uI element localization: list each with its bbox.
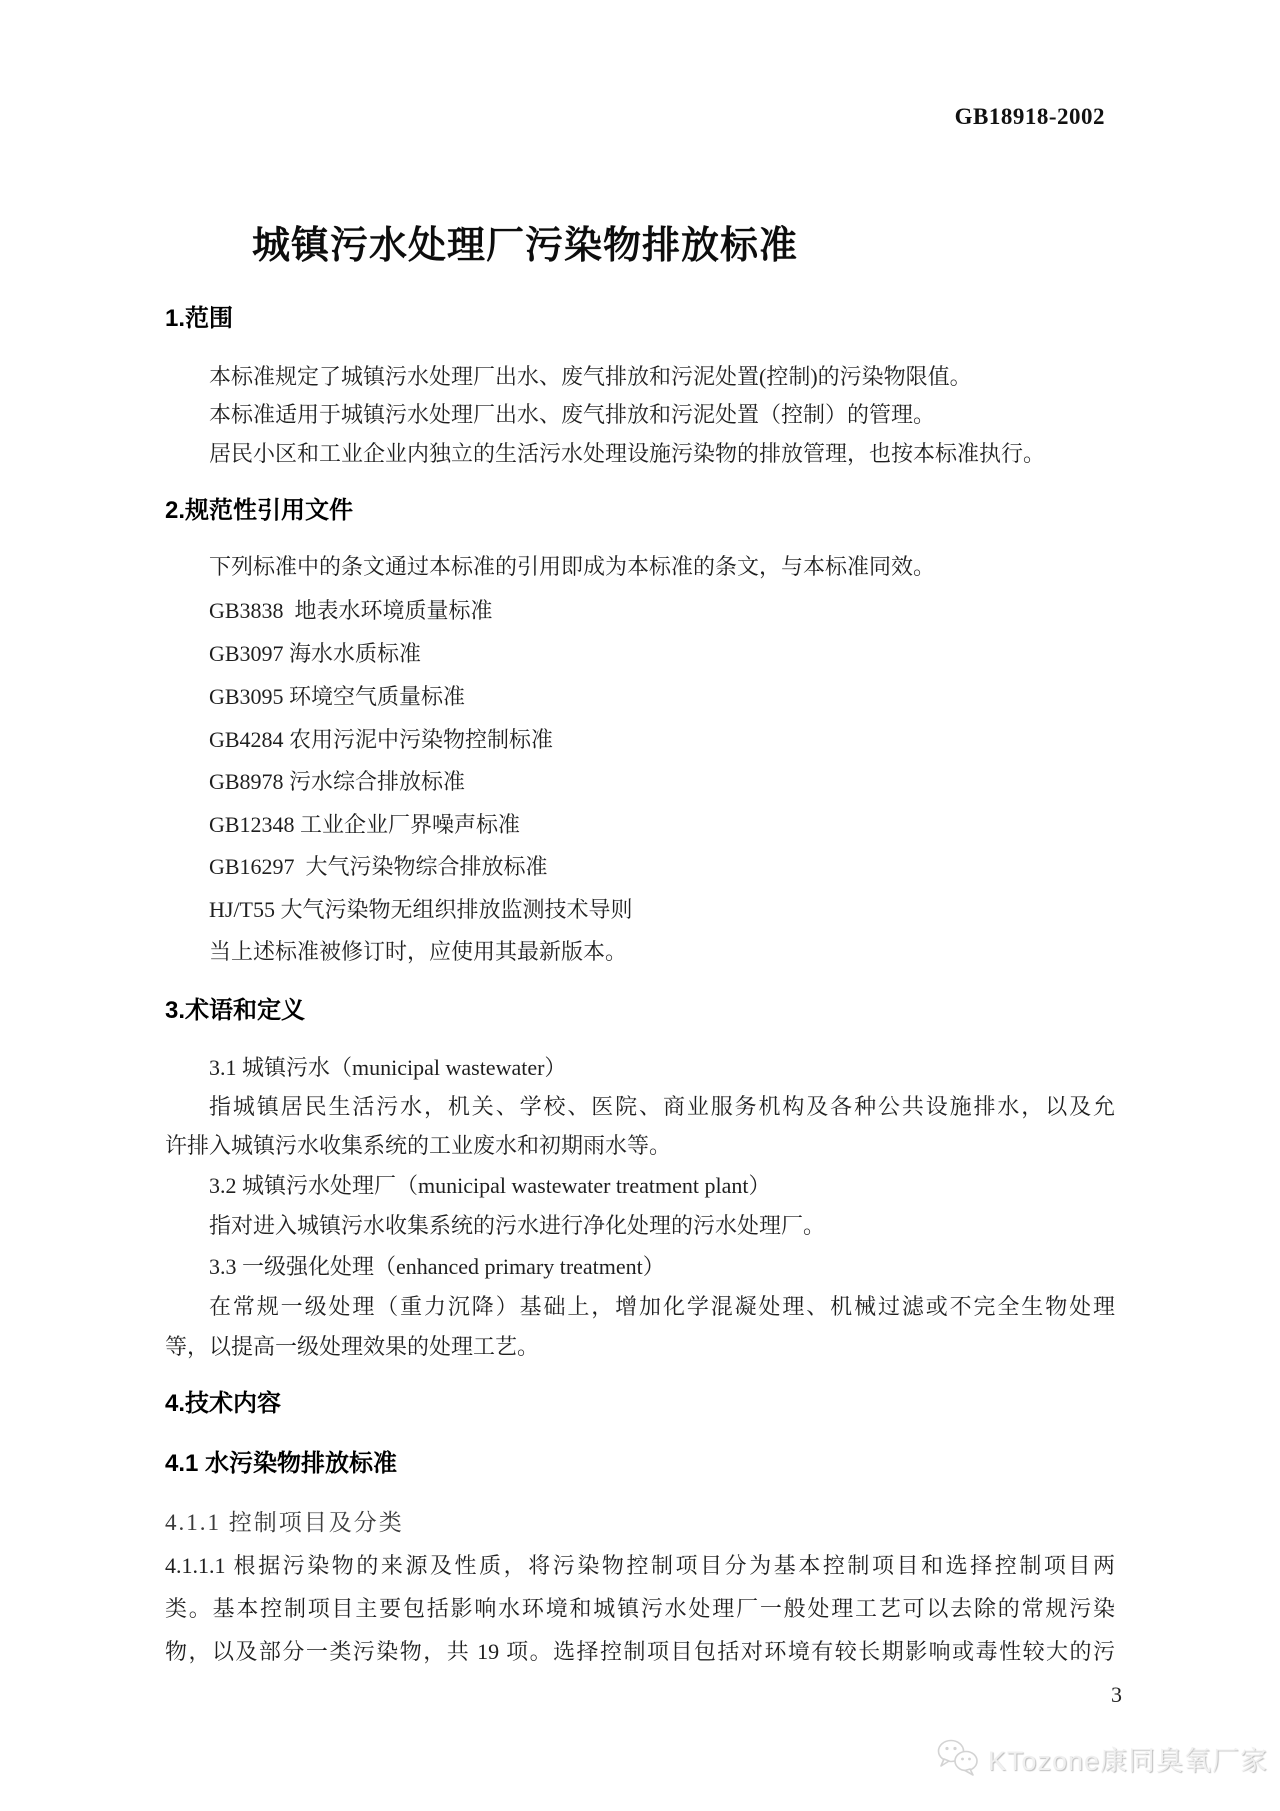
reference-item: GB8978 污水综合排放标准 xyxy=(209,769,466,794)
term-3-1: 3.1 城镇污水（municipal wastewater） xyxy=(209,1055,567,1080)
section-4-1-1-heading: 4.1.1 控制项目及分类 xyxy=(165,1510,404,1535)
section-4-heading: 4.技术内容 xyxy=(165,1390,282,1417)
section-4-1-1-1-paragraph: 4.1.1.1 根据污染物的来源及性质，将污染物控制项目分为基本控制项目和选择控制项目两 xyxy=(165,1553,1115,1578)
reference-item: GB16297 大气污染物综合排放标准 xyxy=(209,854,548,879)
reference-item: GB3838 地表水环境质量标准 xyxy=(209,598,493,623)
reference-item: GB12348 工业企业厂界噪声标准 xyxy=(209,812,521,837)
term-3-3-definition: 在常规一级处理（重力沉降）基础上，增加化学混凝处理、机械过滤或不完全生物处理 xyxy=(209,1294,1115,1319)
term-3-3: 3.3 一级强化处理（enhanced primary treatment） xyxy=(209,1254,665,1279)
watermark-text: KTozone康同臭氧厂家 xyxy=(987,1745,1268,1776)
term-3-2-definition: 指对进入城镇污水收集系统的污水进行净化处理的污水处理厂。 xyxy=(209,1213,826,1238)
section-4-1-1-1-paragraph: 类。基本控制项目主要包括影响水环境和城镇污水处理厂一般处理工艺可以去除的常规污染 xyxy=(165,1596,1115,1621)
footer-watermark xyxy=(936,1738,1268,1778)
reference-item: HJ/T55 大气污染物无组织排放监测技术导则 xyxy=(209,897,633,922)
standard-code: GB18918-2002 xyxy=(954,104,1105,129)
section-1-paragraph: 本标准适用于城镇污水处理厂出水、废气排放和污泥处置（控制）的管理。 xyxy=(209,402,936,427)
reference-item: GB3097 海水水质标准 xyxy=(209,641,422,666)
term-3-3-definition: 等，以提高一级处理效果的处理工艺。 xyxy=(165,1334,540,1359)
section-4-1-heading: 4.1 水污染物排放标准 xyxy=(165,1450,398,1477)
reference-item: GB4284 农用污泥中污染物控制标准 xyxy=(209,727,554,752)
page-number: 3 xyxy=(1111,1682,1122,1707)
section-1-heading: 1.范围 xyxy=(165,305,234,332)
section-2-intro: 下列标准中的条文通过本标准的引用即成为本标准的条文，与本标准同效。 xyxy=(209,554,936,579)
section-1-paragraph: 本标准规定了城镇污水处理厂出水、废气排放和污泥处置(控制)的污染物限值。 xyxy=(209,364,972,389)
section-2-note: 当上述标准被修订时，应使用其最新版本。 xyxy=(209,939,628,964)
document-title: 城镇污水处理厂污染物排放标准 xyxy=(251,225,798,267)
term-3-1-definition: 指城镇居民生活污水，机关、学校、医院、商业服务机构及各种公共设施排水，以及允 xyxy=(209,1094,1115,1119)
section-2-heading: 2.规范性引用文件 xyxy=(165,497,354,524)
term-3-1-definition: 许排入城镇污水收集系统的工业废水和初期雨水等。 xyxy=(165,1133,672,1158)
term-3-2: 3.2 城镇污水处理厂（municipal wastewater treatment plant） xyxy=(209,1173,771,1198)
wechat-icon xyxy=(936,1738,982,1778)
section-1-paragraph: 居民小区和工业企业内独立的生活污水处理设施污染物的排放管理，也按本标准执行。 xyxy=(209,441,1046,466)
section-4-1-1-1-paragraph: 物，以及部分一类污染物，共 19 项。选择控制项目包括对环境有较长期影响或毒性较大的污 xyxy=(165,1639,1115,1664)
section-3-heading: 3.术语和定义 xyxy=(165,997,306,1024)
reference-item: GB3095 环境空气质量标准 xyxy=(209,684,466,709)
